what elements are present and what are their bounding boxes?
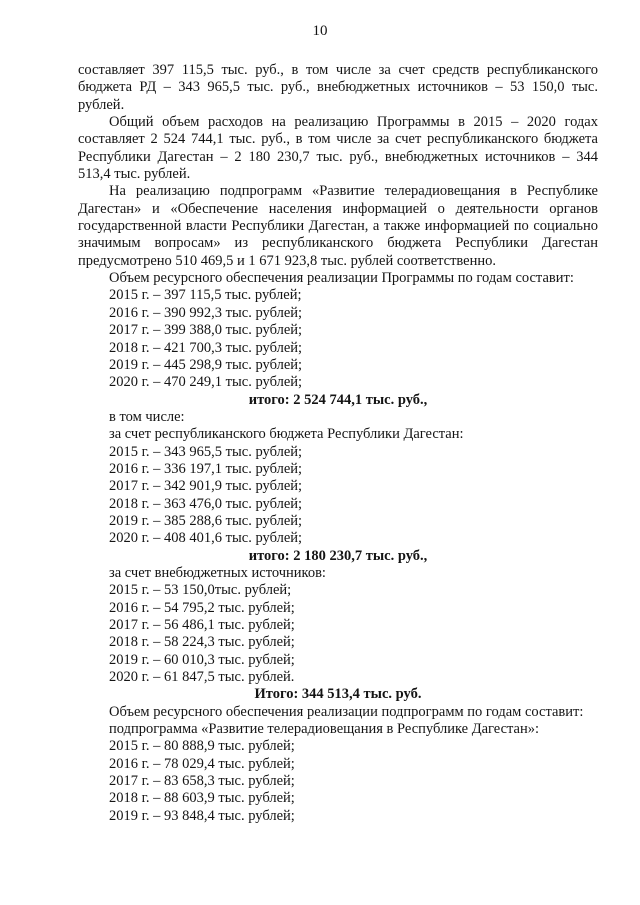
paragraph-subprograms-by-year: Объем ресурсного обеспечения реализации подпрограмм по годам составит: bbox=[109, 703, 584, 720]
extra-budget-intro: за счет внебюджетных источников: bbox=[109, 564, 326, 581]
year-amount-line: 2016 г. – 336 197,1 тыс. рублей; bbox=[109, 460, 303, 477]
year-amount-line: 2018 г. – 58 224,3 тыс. рублей; bbox=[109, 634, 295, 651]
paragraph-total-expenses: Общий объем расходов на реализацию Программы в 2015 – 2020 годах составляет 2 524 744,1 тыс. руб., в том числе за счет республиканского бюджета Республики Дагестан – 2 180 230,7 тыс. руб., внебюджетных источников – 344 513,4 тыс. рублей. bbox=[78, 114, 598, 183]
year-amount-line: 2015 г. – 343 965,5 тыс. рублей; bbox=[109, 443, 303, 460]
subprogram-tv-section bbox=[78, 721, 598, 825]
year-amount-line: 2020 г. – 61 847,5 тыс. рублей. bbox=[109, 669, 295, 686]
year-amount-line: 2017 г. – 399 388,0 тыс. рублей; bbox=[109, 322, 303, 339]
republic-budget-intro: за счет республиканского бюджета Республики Дагестан: bbox=[109, 426, 464, 443]
year-amount-line: 2018 г. – 421 700,3 тыс. рублей; bbox=[109, 339, 303, 356]
subprogram-tv-intro: подпрограмма «Развитие телерадиовещания в Республике Дагестан»: bbox=[109, 721, 540, 738]
extra-budget-section bbox=[78, 565, 598, 704]
document-body bbox=[78, 62, 598, 825]
extra-budget-total-line: Итого: 344 513,4 тыс. руб. bbox=[254, 686, 422, 703]
year-amount-line: 2018 г. – 363 476,0 тыс. рублей; bbox=[109, 495, 303, 512]
year-amount-line: 2019 г. – 93 848,4 тыс. рублей; bbox=[109, 807, 295, 824]
program-funding-section bbox=[78, 270, 598, 409]
year-amount-line: 2015 г. – 80 888,9 тыс. рублей; bbox=[109, 738, 295, 755]
page-number: 10 bbox=[312, 23, 328, 39]
year-amount-line: 2018 г. – 88 603,9 тыс. рублей; bbox=[109, 790, 295, 807]
paragraph-subprograms-funding: На реализацию подпрограмм «Развитие телерадиовещания в Республике Дагестан» и «Обеспечение населения информацией о деятельности органов государственной власти Республики Дагестан, а также информацией по социально значимым вопросам» из республиканского бюджета Республики Дагестан предусмотрено 510 469,5 и 1 671 923,8 тыс. рублей соответственно. bbox=[78, 183, 598, 269]
year-amount-line: 2017 г. – 56 486,1 тыс. рублей; bbox=[109, 617, 295, 633]
year-amount-line: 2019 г. – 445 298,9 тыс. рублей; bbox=[109, 356, 303, 373]
program-total-line: итого: 2 524 744,1 тыс. руб., bbox=[248, 391, 428, 408]
program-funding-intro: Объем ресурсного обеспечения реализации Программы по годам составит: bbox=[109, 270, 574, 287]
year-amount-line: 2020 г. – 470 249,1 тыс. рублей; bbox=[109, 374, 303, 391]
year-amount-line: 2019 г. – 385 288,6 тыс. рублей; bbox=[109, 512, 303, 529]
year-amount-line: 2016 г. – 390 992,3 тыс. рублей; bbox=[109, 304, 303, 321]
year-amount-line: 2015 г. – 53 150,0тыс. рублей; bbox=[109, 582, 292, 599]
paragraph-amount-continuation: составляет 397 115,5 тыс. руб., в том числе за счет средств республиканского бюджета РД – 343 965,5 тыс. руб., внебюджетных источников – 53 150,0 тыс. рублей. bbox=[78, 62, 598, 113]
year-amount-line: 2015 г. – 397 115,5 тыс. рублей; bbox=[109, 287, 302, 304]
republic-budget-total-line: итого: 2 180 230,7 тыс. руб., bbox=[248, 547, 428, 564]
year-amount-line: 2016 г. – 78 029,4 тыс. рублей; bbox=[109, 755, 295, 772]
year-amount-line: 2020 г. – 408 401,6 тыс. рублей; bbox=[109, 530, 303, 547]
year-amount-line: 2017 г. – 342 901,9 тыс. рублей; bbox=[109, 478, 303, 495]
year-amount-line: 2016 г. – 54 795,2 тыс. рублей; bbox=[109, 599, 295, 616]
including-label: в том числе: bbox=[109, 408, 185, 425]
year-amount-line: 2019 г. – 60 010,3 тыс. рублей; bbox=[109, 651, 295, 668]
year-amount-line: 2017 г. – 83 658,3 тыс. рублей; bbox=[109, 773, 295, 790]
republic-budget-section bbox=[78, 426, 598, 565]
